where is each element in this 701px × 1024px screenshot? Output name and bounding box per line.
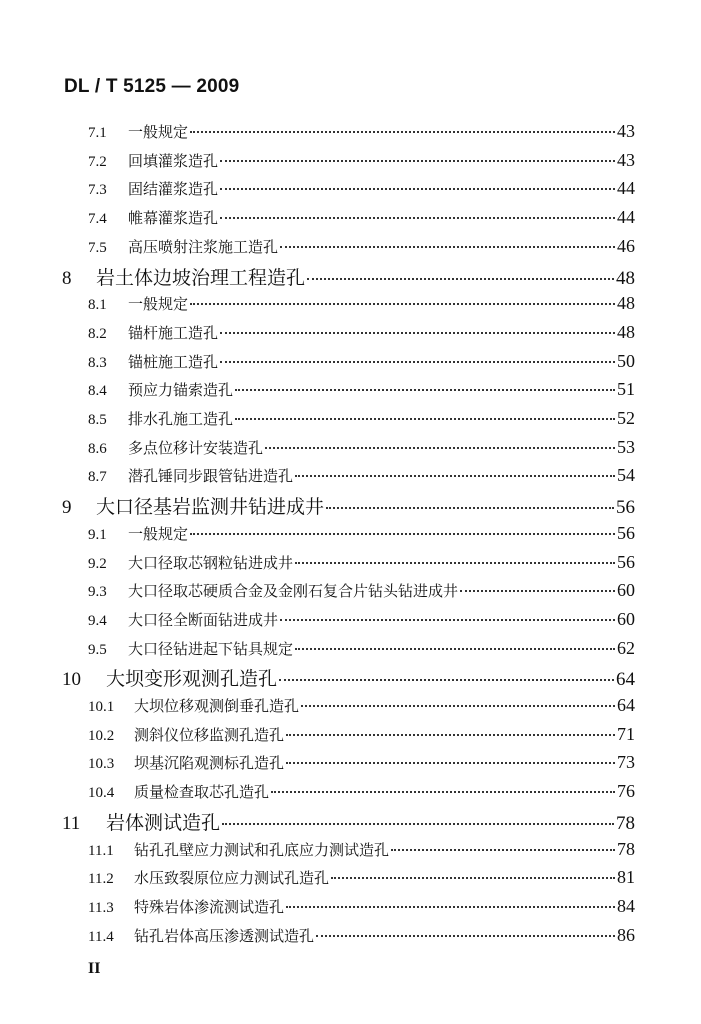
toc-section-entry xyxy=(88,465,635,486)
toc-entry-page: 43 xyxy=(617,121,635,141)
toc-entry-number: 9.1 xyxy=(88,526,107,543)
toc-entry-number: 11 xyxy=(62,812,81,834)
toc-entry-number: 9.5 xyxy=(88,641,107,658)
toc-entry-number: 7.2 xyxy=(88,153,107,170)
toc-entry-number: 9 xyxy=(62,497,72,519)
document-code: DL / T 5125 — 2009 xyxy=(64,76,240,97)
toc-entry-number: 10.3 xyxy=(88,756,115,773)
dot-leader xyxy=(295,562,615,564)
toc-section-entry xyxy=(88,638,635,659)
toc-entry-page: 62 xyxy=(617,637,635,658)
toc-entry-page: 44 xyxy=(617,178,635,199)
toc-entry-page: 52 xyxy=(617,408,635,428)
dot-leader xyxy=(280,619,615,621)
toc-section-entry xyxy=(88,322,635,343)
toc-entry-page: 78 xyxy=(616,812,635,834)
toc-section-entry xyxy=(88,724,635,745)
dot-leader xyxy=(391,849,615,851)
toc-section-entry xyxy=(88,523,635,544)
toc-entry-page: 51 xyxy=(617,379,635,400)
toc-section-entry xyxy=(88,121,635,142)
toc-entry-page: 43 xyxy=(617,149,635,170)
toc-entry-title: 坝基沉陷观测标孔造孔 xyxy=(134,754,285,773)
toc-section-entry xyxy=(88,178,635,199)
dot-leader xyxy=(460,590,615,592)
toc-entry-number: 10 xyxy=(62,669,81,691)
toc-section-entry xyxy=(88,207,635,228)
toc-entry-page: 84 xyxy=(617,895,635,916)
toc-entry-title: 帷幕灌浆造孔 xyxy=(128,209,219,228)
toc-chapter-entry xyxy=(62,808,635,835)
toc-section-entry xyxy=(88,293,635,314)
toc-entry-page: 81 xyxy=(617,867,635,888)
toc-entry-page: 53 xyxy=(617,436,635,457)
toc-entry-title: 高压喷射注浆施工造孔 xyxy=(128,237,279,256)
dot-leader xyxy=(190,533,615,535)
dot-leader xyxy=(190,303,615,305)
toc-entry-page: 86 xyxy=(617,924,635,945)
toc-entry-number: 8.5 xyxy=(88,412,107,428)
toc-entry-title: 岩体测试造孔 xyxy=(106,811,221,834)
toc-entry-number: 8.2 xyxy=(88,325,107,342)
dot-leader xyxy=(286,906,615,908)
page-number: II xyxy=(88,960,101,977)
toc-entry-title: 大口径全断面钻进成井 xyxy=(128,610,279,629)
toc-entry-title: 岩土体边坡治理工程造孔 xyxy=(96,266,306,289)
dot-leader xyxy=(331,877,615,879)
toc-entry-page: 64 xyxy=(617,695,635,715)
toc-entry-number: 7.3 xyxy=(88,182,107,199)
toc-entry-number: 8.1 xyxy=(88,297,107,314)
toc-entry-title: 锚桩施工造孔 xyxy=(128,352,219,371)
toc-entry-title: 大口径取芯钢粒钻进成井 xyxy=(128,553,294,572)
dot-leader xyxy=(271,791,615,793)
toc-entry-title: 水压致裂原位应力测试孔造孔 xyxy=(134,869,330,888)
toc-entry-title: 一般规定 xyxy=(128,123,189,141)
toc-section-entry xyxy=(88,437,635,458)
dot-leader xyxy=(286,734,615,736)
toc-entry-number: 7.4 xyxy=(88,211,107,228)
toc-entry-page: 56 xyxy=(616,497,635,519)
toc-section-entry xyxy=(88,896,635,917)
toc-section-entry xyxy=(88,925,635,946)
toc-chapter-entry xyxy=(62,664,635,691)
toc-section-entry xyxy=(88,695,635,716)
toc-entry-page: 48 xyxy=(617,321,635,342)
toc-section-entry xyxy=(88,752,635,773)
toc-entry-number: 8.4 xyxy=(88,383,107,400)
toc-entry-number: 10.4 xyxy=(88,785,115,802)
toc-entry-page: 46 xyxy=(617,235,635,256)
toc-entry-title: 多点位移计安装造孔 xyxy=(128,438,264,457)
dot-leader xyxy=(265,447,615,449)
toc-entry-title: 大口径取芯硬质合金及金刚石复合片钻头钻进成井 xyxy=(128,582,459,601)
toc-entry-title: 预应力锚索造孔 xyxy=(128,381,234,400)
toc-entry-title: 测斜仪位移监测孔造孔 xyxy=(134,725,285,744)
toc-entry-page: 48 xyxy=(616,267,635,289)
toc-entry-title: 固结灌浆造孔 xyxy=(128,180,219,199)
toc-entry-title: 钻孔孔壁应力测试和孔底应力测试造孔 xyxy=(134,840,390,859)
toc-entry-title: 钻孔岩体高压渗透测试造孔 xyxy=(134,926,315,945)
toc-section-entry xyxy=(88,236,635,257)
toc-section-entry xyxy=(88,867,635,888)
toc-section-entry xyxy=(88,379,635,400)
toc-entry-number: 9.2 xyxy=(88,555,107,572)
dot-leader xyxy=(295,475,615,477)
toc-entry-page: 48 xyxy=(617,293,635,314)
toc-section-entry xyxy=(88,781,635,802)
toc-entry-title: 大坝位移观测倒垂孔造孔 xyxy=(134,697,300,715)
toc-entry-title: 大坝变形观测孔造孔 xyxy=(106,668,278,691)
toc-entry-title: 大口径基岩监测井钻进成井 xyxy=(96,496,325,519)
dot-leader xyxy=(279,679,614,681)
dot-leader xyxy=(220,160,615,162)
toc-entry-title: 大口径钻进起下钻具规定 xyxy=(128,639,294,658)
toc-entry-page: 64 xyxy=(616,669,635,691)
dot-leader xyxy=(295,648,615,650)
toc-entry-page: 78 xyxy=(617,838,635,859)
toc-section-entry xyxy=(88,609,635,630)
dot-leader xyxy=(326,507,614,509)
toc-entry-title: 排水孔施工造孔 xyxy=(128,410,234,428)
toc-entry-page: 71 xyxy=(617,723,635,744)
toc-entry-number: 11.1 xyxy=(88,842,114,859)
dot-leader xyxy=(286,762,615,764)
toc-entry-page: 73 xyxy=(617,752,635,773)
toc-section-entry xyxy=(88,408,635,429)
dot-leader xyxy=(220,188,615,190)
toc-entry-page: 50 xyxy=(617,350,635,371)
dot-leader xyxy=(220,361,615,363)
dot-leader xyxy=(220,332,615,334)
toc-section-entry xyxy=(88,351,635,372)
toc-entry-title: 一般规定 xyxy=(128,524,189,543)
dot-leader xyxy=(307,278,614,280)
toc-chapter-entry xyxy=(62,263,635,290)
toc-entry-page: 56 xyxy=(617,522,635,543)
toc-chapter-entry xyxy=(62,492,635,519)
dot-leader xyxy=(280,246,615,248)
toc-section-entry xyxy=(88,150,635,171)
toc-entry-title: 质量检查取芯孔造孔 xyxy=(134,783,270,802)
toc-entry-number: 9.3 xyxy=(88,584,107,601)
toc-entry-number: 9.4 xyxy=(88,612,107,629)
toc-entry-page: 60 xyxy=(617,608,635,629)
dot-leader xyxy=(190,131,615,133)
toc-entry-number: 11.3 xyxy=(88,899,114,916)
dot-leader xyxy=(235,418,615,420)
toc-entry-page: 54 xyxy=(617,465,635,486)
toc-entry-number: 8.7 xyxy=(88,469,107,486)
toc-entry-page: 56 xyxy=(617,551,635,572)
toc-entry-title: 一般规定 xyxy=(128,295,189,314)
toc-entry-title: 特殊岩体渗流测试造孔 xyxy=(134,897,285,916)
toc-entry-number: 7.1 xyxy=(88,125,107,141)
toc-entry-number: 8 xyxy=(62,267,72,289)
toc-section-entry xyxy=(88,580,635,601)
toc-entry-page: 44 xyxy=(617,207,635,228)
toc-entry-number: 10.2 xyxy=(88,727,115,744)
toc-entry-number: 10.1 xyxy=(88,699,115,715)
toc-section-entry xyxy=(88,552,635,573)
toc-section-entry xyxy=(88,839,635,860)
dot-leader xyxy=(222,823,614,825)
dot-leader xyxy=(316,935,615,937)
dot-leader xyxy=(301,705,615,707)
toc-entry-page: 76 xyxy=(617,781,635,802)
toc-entry-title: 锚杆施工造孔 xyxy=(128,323,219,342)
toc-entry-number: 11.4 xyxy=(88,928,114,945)
toc-entry-number: 11.2 xyxy=(88,871,114,888)
toc-entry-number: 8.6 xyxy=(88,440,107,457)
toc-entry-title: 潜孔锤同步跟管钻进造孔 xyxy=(128,467,294,486)
dot-leader xyxy=(220,217,615,219)
toc-entry-number: 8.3 xyxy=(88,354,107,371)
dot-leader xyxy=(235,389,615,391)
toc-entry-number: 7.5 xyxy=(88,239,107,256)
toc-entry-title: 回填灌浆造孔 xyxy=(128,151,219,170)
toc-entry-page: 60 xyxy=(617,580,635,601)
